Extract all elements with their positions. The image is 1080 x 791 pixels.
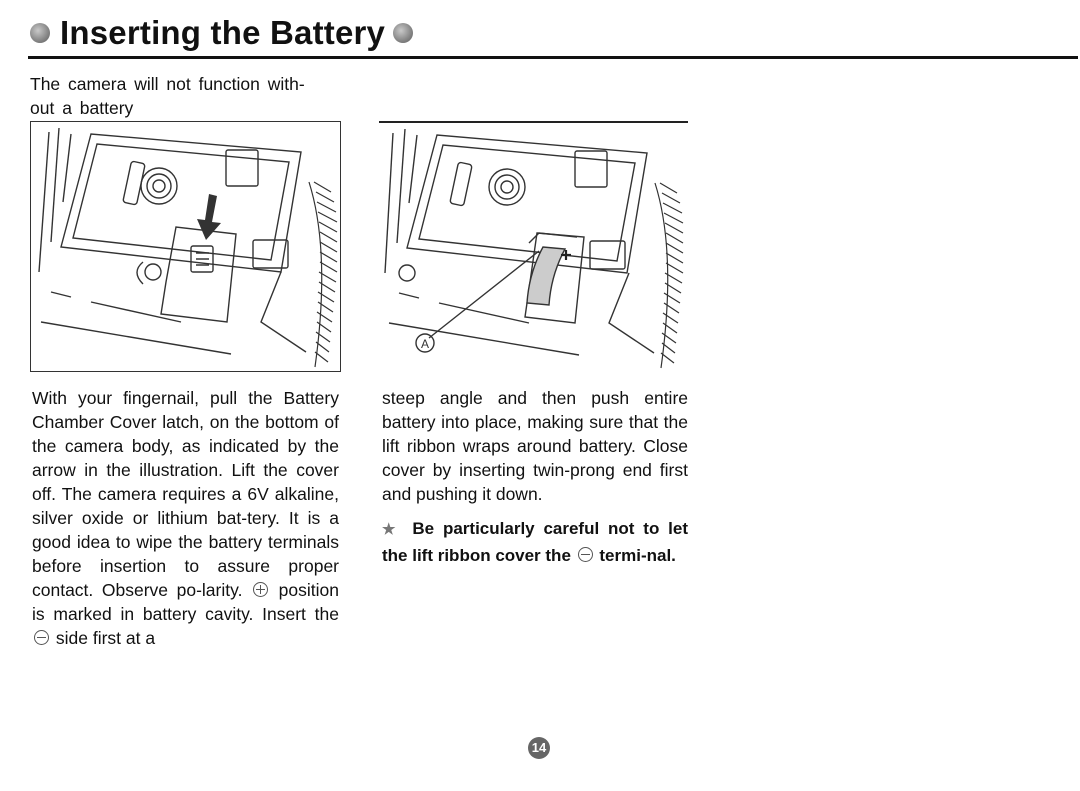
bullet-circle-icon — [393, 23, 413, 43]
title-underline — [28, 56, 1078, 59]
callout-label-a: A — [420, 337, 430, 351]
instructions-column-2: steep angle and then push entire battery into place, making sure that the lift ribbon wraps around battery. Close cover by inserting twin-prong end first and pushing it down. — [382, 388, 688, 504]
page-header — [30, 10, 413, 56]
intro-text: The camera will not function with- out a battery — [30, 74, 305, 118]
battery-cover-figure — [30, 121, 341, 372]
instructions-column-1: With your fingernail, pull the Battery Chamber Cover latch, on the bottom of the camera body, as indicated by the arrow in the illustration. Lift the cover off. The camera requires a 6V alkaline, silver oxide or lithium bat-tery. It is a good idea to wipe the battery terminals before insertion to assure proper contact. Observe po-larity. position is marked in battery cavity. Insert the side first at a — [32, 388, 339, 648]
caution-note: ★ Be particularly careful not to let the lift ribbon cover the termi-nal. — [382, 519, 689, 565]
minus-terminal-icon — [34, 630, 49, 645]
plus-terminal-icon — [253, 582, 268, 597]
minus-terminal-icon — [578, 547, 593, 562]
star-icon: ★ — [382, 521, 400, 538]
battery-insertion-figure — [379, 121, 688, 371]
bullet-circle-icon — [30, 23, 50, 43]
page-title: Inserting the Battery — [60, 14, 386, 51]
page-number: 14 — [528, 737, 550, 759]
